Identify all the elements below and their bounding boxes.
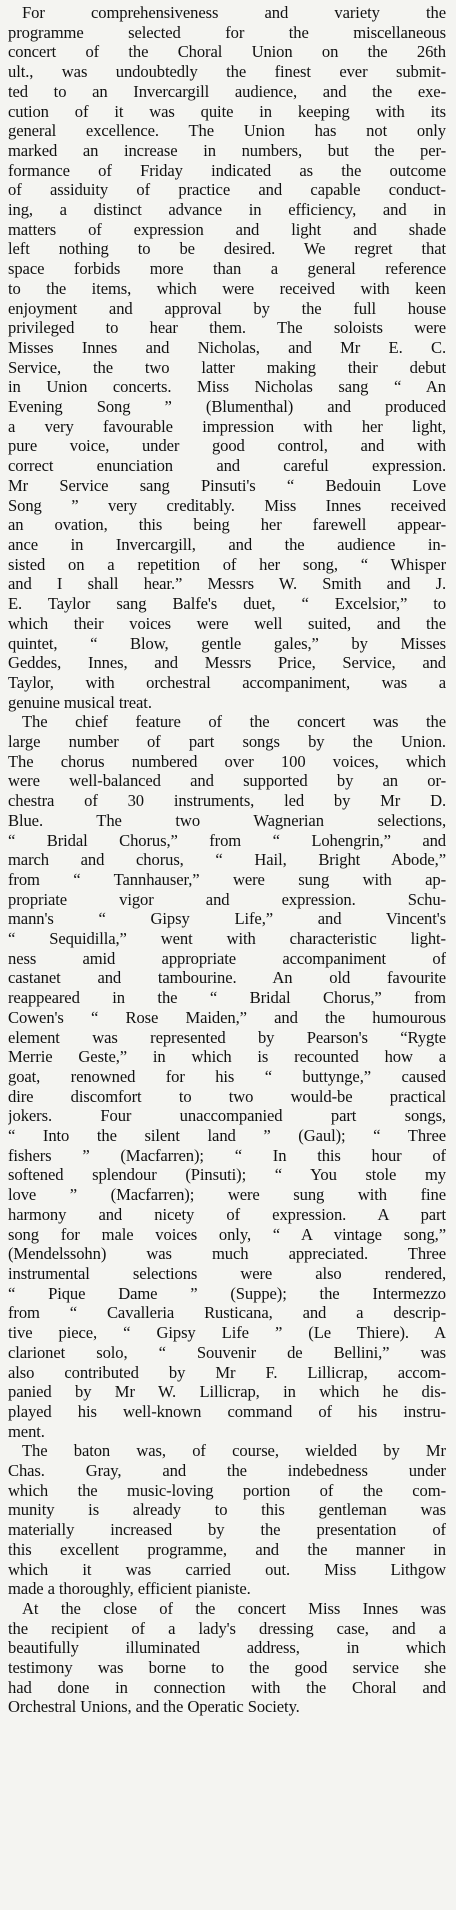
text-line: dire discomfort to two would-be practical	[8, 1086, 446, 1106]
text-line: munity is already to this gentleman was	[8, 1500, 446, 1520]
text-line: cution of it was quite in keeping with its	[8, 101, 446, 121]
text-line: Chas. Gray, and the indebedness under	[8, 1461, 446, 1481]
text-line: marked an increase in numbers, but the per-	[8, 140, 446, 160]
text-line: correct enunciation and careful expression.	[8, 456, 446, 476]
text-line: which their voices were well suited, and the	[8, 613, 446, 633]
article-body	[8, 3, 446, 1717]
text-line: testimony was borne to the good service she	[8, 1658, 446, 1678]
text-line: also contributed by Mr F. Lillicrap, accom-	[8, 1362, 446, 1382]
text-line: element was represented by Pearson's “Rygte	[8, 1027, 446, 1047]
text-line: Blue. The two Wagnerian selections,	[8, 810, 446, 830]
text-line: quintet, “ Blow, gentle gales,” by Misses	[8, 633, 446, 653]
text-line: ing, a distinct advance in efficiency, and in	[8, 200, 446, 220]
text-line: fishers ” (Macfarren); “ In this hour of	[8, 1145, 446, 1165]
text-line: Service, the two latter making their debut	[8, 357, 446, 377]
text-line: privileged to hear them. The soloists were	[8, 318, 446, 338]
text-line: instrumental selections were also rendered,	[8, 1264, 446, 1283]
text-line: jokers. Four unaccompanied part songs,	[8, 1106, 446, 1126]
text-line: and I shall hear.” Messrs W. Smith and J.	[8, 574, 446, 594]
text-line: tive piece, “ Gipsy Life ” (Le Thiere). A	[8, 1323, 446, 1343]
text-line: left nothing to be desired. We regret that	[8, 239, 446, 259]
text-line: sisted on a repetition of her song, “ Whisper	[8, 554, 446, 574]
article-paragraph	[8, 3, 446, 712]
text-line: Orchestral Unions, and the Operatic Society.	[8, 1697, 300, 1717]
text-line: an ovation, this being her farewell appear-	[8, 515, 446, 535]
text-line: ance in Invercargill, and the audience in-	[8, 534, 446, 554]
text-line: Taylor, with orchestral accompaniment, was a	[8, 672, 446, 692]
text-line: which the music-loving portion of the com-	[8, 1480, 446, 1500]
text-line: castanet and tambourine. An old favourite	[8, 968, 446, 988]
text-line: which it was carried out. Miss Lithgow	[8, 1559, 446, 1579]
article-paragraph	[8, 712, 446, 1441]
text-line: had done in connection with the Choral and	[8, 1677, 446, 1697]
text-line: Mr Service sang Pinsuti's “ Bedouin Love	[8, 475, 446, 495]
text-line: programme selected for the miscellaneous	[8, 22, 446, 42]
text-line: large number of part songs by the Union.	[8, 732, 446, 752]
text-line: genuine musical treat.	[8, 692, 152, 712]
text-line: softened splendour (Pinsuti); “ You stole my	[8, 1165, 446, 1185]
text-line: march and chorus, “ Hail, Bright Abode,”	[8, 850, 446, 870]
text-line: song for male voices only, “ A vintage song,”	[8, 1224, 446, 1244]
text-line: harmony and nicety of expression. A part	[8, 1204, 446, 1224]
article-paragraph	[8, 1441, 446, 1599]
text-line: space forbids more than a general reference	[8, 259, 446, 279]
text-line: The chorus numbered over 100 voices, which	[8, 751, 446, 771]
text-line: general excellence. The Union has not only	[8, 121, 446, 141]
text-line: The baton was, of course, wielded by Mr	[22, 1441, 446, 1461]
text-line: enjoyment and approval by the full house	[8, 298, 446, 318]
text-line: goat, renowned for his “ buttynge,” caused	[8, 1066, 446, 1086]
text-line: Song ” very creditably. Miss Innes received	[8, 495, 446, 515]
text-line: mann's “ Gipsy Life,” and Vincent's	[8, 909, 446, 929]
text-line: made a thoroughly, efficient pianiste.	[8, 1579, 251, 1599]
text-line: “ Into the silent land ” (Gaul); “ Three	[8, 1126, 446, 1146]
text-line: (Mendelssohn) was much appreciated. Three	[8, 1244, 446, 1264]
text-line: At the close of the concert Miss Innes was	[22, 1598, 446, 1618]
text-line: propriate vigor and expression. Schu-	[8, 889, 446, 909]
text-line: matters of expression and light and shade	[8, 219, 446, 239]
text-line: panied by Mr W. Lillicrap, in which he dis-	[8, 1382, 446, 1402]
text-line: materially increased by the presentation of	[8, 1520, 446, 1540]
text-line: “ Bridal Chorus,” from “ Lohengrin,” and	[8, 830, 446, 850]
text-line: this excellent programme, and the manner in	[8, 1539, 446, 1559]
text-line: the recipient of a lady's dressing case, and a	[8, 1618, 446, 1638]
text-line: “ Pique Dame ” (Suppe); the Intermezzo	[8, 1283, 446, 1303]
text-line: in Union concerts. Miss Nicholas sang “ An	[8, 377, 446, 397]
text-line: ult., was undoubtedly the finest ever submit-	[8, 62, 446, 82]
text-line: were well-balanced and supported by an or-	[8, 771, 446, 791]
text-line: played his well-known command of his instru-	[8, 1401, 446, 1421]
article-paragraph	[8, 1599, 446, 1717]
text-line: formance of Friday indicated as the outcome	[8, 160, 446, 180]
text-line: a very favourable impression with her light,	[8, 416, 446, 436]
text-line: Cowen's “ Rose Maiden,” and the humourous	[8, 1007, 446, 1027]
text-line: ment.	[8, 1421, 45, 1441]
text-line: The chief feature of the concert was the	[22, 712, 446, 732]
text-line: ted to an Invercargill audience, and the exe-	[8, 81, 446, 101]
text-line: Evening Song ” (Blumenthal) and produced	[8, 397, 446, 417]
text-line: For comprehensiveness and variety the	[22, 3, 446, 22]
text-line: ness amid appropriate accompaniment of	[8, 948, 446, 968]
text-line: clarionet solo, “ Souvenir de Bellini,” was	[8, 1342, 446, 1362]
text-line: love ” (Macfarren); were sung with fine	[8, 1185, 446, 1205]
text-line: E. Taylor sang Balfe's duet, “ Excelsior,” to	[8, 594, 446, 614]
text-line: Merrie Geste,” in which is recounted how a	[8, 1047, 446, 1067]
text-line: pure voice, under good control, and with	[8, 436, 446, 456]
text-line: from “ Tannhauser,” were sung with ap-	[8, 869, 446, 889]
text-line: from “ Cavalleria Rusticana, and a descrip-	[8, 1303, 446, 1323]
text-line: chestra of 30 instruments, led by Mr D.	[8, 791, 446, 811]
text-line: to the items, which were received with keen	[8, 278, 446, 298]
text-line: of assiduity of practice and capable conduct-	[8, 180, 446, 200]
text-line: Geddes, Innes, and Messrs Price, Service, and	[8, 653, 446, 673]
text-line: reappeared in the “ Bridal Chorus,” from	[8, 988, 446, 1008]
text-line: concert of the Choral Union on the 26th	[8, 42, 446, 62]
text-line: beautifully illuminated address, in which	[8, 1638, 446, 1658]
text-line: “ Sequidilla,” went with characteristic light-	[8, 929, 446, 949]
text-line: Misses Innes and Nicholas, and Mr E. C.	[8, 337, 446, 357]
